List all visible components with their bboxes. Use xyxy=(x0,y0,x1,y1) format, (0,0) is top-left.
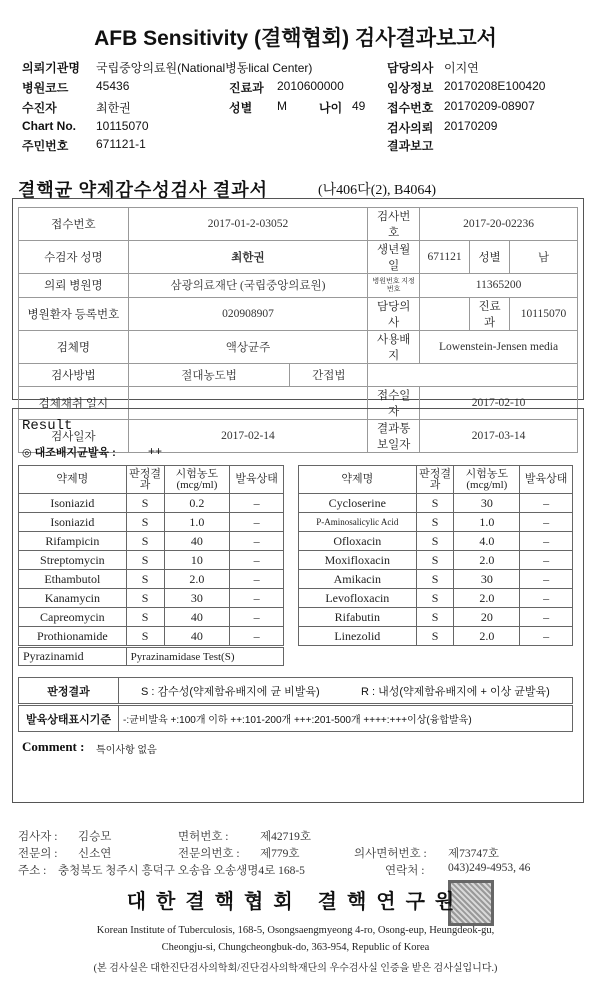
report-hospital-code-value: 11365200 xyxy=(420,274,578,298)
address-value: 충청북도 청주시 흥덕구 오송읍 오송생명4로 168-5 xyxy=(58,865,305,877)
patient-label: 수진자 xyxy=(22,101,57,115)
drug-conc: 4.0 xyxy=(454,532,520,551)
drug-conc: 2.0 xyxy=(454,551,520,570)
notify-date-value: 2017-03-14 xyxy=(420,420,578,453)
drug-row xyxy=(299,627,573,646)
age-value: 49 xyxy=(352,99,366,113)
judge-legend-label: 판정결과 xyxy=(19,678,119,703)
judge-legend-r: R : 내성(약제함유배지에 + 이상 균발육) xyxy=(361,685,550,698)
clinical-info-value: 20170208E100420 xyxy=(444,79,546,93)
reg-no-value: 020908907 xyxy=(128,297,367,330)
receipt-label: 접수번호 xyxy=(387,101,434,115)
drug-row xyxy=(19,551,284,570)
drug-growth: – xyxy=(520,570,573,589)
judge-legend xyxy=(18,677,573,704)
document-title: AFB Sensitivity (결핵협회) 검사결과보고서 xyxy=(94,27,497,50)
clinical-info-label: 임상정보 xyxy=(387,81,434,95)
drug-growth: – xyxy=(520,551,573,570)
report-title: 결핵균 약제감수성검사 결과서 xyxy=(18,180,269,200)
drug-judge: S xyxy=(416,494,454,513)
drug-judge: S xyxy=(416,570,454,589)
method-value-absolute: 절대농도법 xyxy=(128,363,290,387)
drug-row xyxy=(19,513,284,532)
address-label: 주소 : xyxy=(18,865,47,877)
drug-judge: S xyxy=(126,513,164,532)
specialist-no-value: 제779호 xyxy=(260,848,300,860)
patient-value: 최한권 xyxy=(96,101,131,115)
license-label: 면허번호 : xyxy=(178,831,229,843)
english-address-line-1: Korean Institute of Tuberculosis, 168-5, Osongsaengmyeong 4-ro, Osong-eup, Heungdeok-gu, xyxy=(96,925,495,936)
drug-drug: Amikacin xyxy=(299,570,417,589)
col-conc: 시험농도 (mcg/ml) xyxy=(164,466,230,494)
drug-row xyxy=(19,532,284,551)
drug-judge: S xyxy=(416,589,454,608)
drug-row xyxy=(299,513,573,532)
result-report-label: 결과보고 xyxy=(387,139,434,153)
drug-judge: S xyxy=(126,627,164,646)
pyrazinamid-drug: Pyrazinamid xyxy=(19,648,127,666)
drug-growth: – xyxy=(520,608,573,627)
drug-growth: – xyxy=(230,532,284,551)
drug-row xyxy=(19,570,284,589)
drug-judge: S xyxy=(416,513,454,532)
report-dept-value: 10115070 xyxy=(510,297,578,330)
drug-growth: – xyxy=(520,513,573,532)
dept-label: 진료과 xyxy=(229,81,264,95)
test-request-label: 검사의뢰 xyxy=(387,121,434,135)
reg-no-label: 병원환자 등록번호 xyxy=(19,297,129,330)
drug-growth: – xyxy=(520,627,573,646)
drug-judge: S xyxy=(416,627,454,646)
medium-label: 사용배지 xyxy=(368,330,420,363)
col-judge: 판정결과 xyxy=(416,466,454,494)
test-date-value: 2017-02-14 xyxy=(128,420,367,453)
drug-conc: 30 xyxy=(164,589,230,608)
drug-judge: S xyxy=(416,532,454,551)
medium-value: Lowenstein-Jensen media xyxy=(420,330,578,363)
drug-drug: Moxifloxacin xyxy=(299,551,417,570)
contact-value: 043)249-4953, 46 xyxy=(448,862,531,874)
birth-label: 생년월일 xyxy=(368,241,420,274)
drug-conc: 10 xyxy=(164,551,230,570)
drug-drug: Linezolid xyxy=(299,627,417,646)
hospital-value: 삼광의료재단 (국립중앙의료원) xyxy=(128,274,367,298)
doctor-value: 이지연 xyxy=(444,61,479,75)
doctor-license-label: 의사면허번호 : xyxy=(354,848,427,860)
specimen-label: 검체명 xyxy=(19,330,129,363)
growth-legend-value: -:균비발육 +:100개 이하 ++:101-200개 +++:201-500개 ++++:+++이상(융합발육) xyxy=(123,715,472,726)
drug-row xyxy=(19,627,284,646)
license-value: 제42719호 xyxy=(260,831,311,843)
specialist-label: 전문의 : xyxy=(18,848,58,860)
english-address-line-2: Cheongju-si, Chungcheongbuk-do, 363-954, Republic of Korea xyxy=(161,942,430,953)
test-request-value: 20170209 xyxy=(444,119,498,133)
drug-growth: – xyxy=(230,627,284,646)
col-drug: 약제명 xyxy=(19,466,127,494)
drug-row xyxy=(19,589,284,608)
dept-value: 2010600000 xyxy=(277,79,344,93)
contact-label: 연락처 : xyxy=(385,865,425,877)
control-growth-label: ◎ 대조배지균발육 : xyxy=(22,447,116,459)
method-empty xyxy=(368,363,578,387)
drug-conc: 40 xyxy=(164,608,230,627)
age-label: 나이 xyxy=(319,101,343,115)
drug-judge: S xyxy=(416,551,454,570)
collect-date-label: 검체채취 일시 xyxy=(19,387,129,420)
drug-conc: 2.0 xyxy=(164,570,230,589)
drug-drug: Prothionamide xyxy=(19,627,127,646)
patient-name-label: 수검자 성명 xyxy=(19,241,129,274)
hospital-code-label: 병원코드 xyxy=(22,81,69,95)
drug-conc: 30 xyxy=(454,570,520,589)
receipt-no-label: 접수번호 xyxy=(19,208,129,241)
comment-label: Comment : xyxy=(22,739,85,754)
drug-judge: S xyxy=(126,589,164,608)
drug-drug: Rifampicin xyxy=(19,532,127,551)
receipt-date-value: 2017-02-10 xyxy=(420,387,578,420)
pyrazinamid-result: Pyrazinamidase Test(S) xyxy=(126,648,283,666)
col-growth: 발육상태 xyxy=(520,466,573,494)
drug-table-left xyxy=(18,465,284,646)
judge-legend-s: S : 감수성(약제함유배지에 균 비발육) xyxy=(141,685,320,698)
receipt-no-value: 2017-01-2-03052 xyxy=(128,208,367,241)
drug-judge: S xyxy=(416,608,454,627)
drug-row xyxy=(299,551,573,570)
institute-name: 대한결핵협회 결핵연구원 xyxy=(126,891,465,913)
growth-legend-label: 발육상태표시기준 xyxy=(19,706,119,731)
col-growth: 발육상태 xyxy=(230,466,284,494)
request-org-value: 국립중앙의료원(National병동lical Center) xyxy=(96,61,313,75)
hospital-label: 의뢰 병원명 xyxy=(19,274,129,298)
specialist-value: 신소연 xyxy=(78,848,112,860)
drug-drug: Cycloserine xyxy=(299,494,417,513)
result-title: Result xyxy=(22,418,73,434)
doctor-license-value: 제73747호 xyxy=(448,848,499,860)
report-dept-label: 진료과 xyxy=(470,297,510,330)
method-value-indirect: 간접법 xyxy=(290,363,368,387)
report-sex-value: 남 xyxy=(510,241,578,274)
drug-row xyxy=(299,608,573,627)
specialist-no-label: 전문의번호 : xyxy=(178,848,240,860)
chart-value: 10115070 xyxy=(96,119,149,133)
request-org-label: 의뢰기관명 xyxy=(22,61,80,75)
method-label: 검사방법 xyxy=(19,363,129,387)
control-growth-value: ++ xyxy=(148,444,163,458)
drug-growth: – xyxy=(230,551,284,570)
drug-table-right xyxy=(298,465,573,646)
doctor-label: 담당의사 xyxy=(387,61,434,75)
drug-judge: S xyxy=(126,532,164,551)
drug-conc: 30 xyxy=(454,494,520,513)
drug-growth: – xyxy=(520,532,573,551)
birth-value: 671121 xyxy=(420,241,470,274)
report-doctor-label: 담당의사 xyxy=(368,297,420,330)
drug-drug: Rifabutin xyxy=(299,608,417,627)
receipt-date-label: 접수일자 xyxy=(368,387,420,420)
drug-growth: – xyxy=(230,608,284,627)
chart-label: Chart No. xyxy=(22,119,76,133)
growth-legend xyxy=(18,705,573,732)
drug-conc: 40 xyxy=(164,532,230,551)
col-judge: 판정결과 xyxy=(126,466,164,494)
test-no-value: 2017-20-02236 xyxy=(420,208,578,241)
tester-value: 김승모 xyxy=(78,831,112,843)
drug-conc: 1.0 xyxy=(454,513,520,532)
drug-drug: Ethambutol xyxy=(19,570,127,589)
report-doctor-value xyxy=(420,297,470,330)
drug-judge: S xyxy=(126,494,164,513)
test-no-label: 검사번호 xyxy=(368,208,420,241)
pyrazinamid-row xyxy=(18,647,284,666)
drug-growth: – xyxy=(230,513,284,532)
drug-judge: S xyxy=(126,570,164,589)
drug-growth: – xyxy=(230,494,284,513)
drug-conc: 40 xyxy=(164,627,230,646)
drug-growth: – xyxy=(230,589,284,608)
drug-conc: 20 xyxy=(454,608,520,627)
drug-drug: Isoniazid xyxy=(19,513,127,532)
drug-drug: Levofloxacin xyxy=(299,589,417,608)
drug-row xyxy=(19,494,284,513)
patient-name-value: 최한권 xyxy=(128,241,367,274)
certification-note: (본 검사실은 대한진단검사의학회/진단검사의학재단의 우수검사실 인증을 받은 검사실입니다.) xyxy=(93,963,498,974)
drug-row xyxy=(19,608,284,627)
tester-label: 검사자 : xyxy=(18,831,58,843)
drug-row xyxy=(299,589,573,608)
test-date-label: 검사일자 xyxy=(19,420,129,453)
drug-row xyxy=(299,494,573,513)
drug-row xyxy=(299,570,573,589)
report-sex-label: 성별 xyxy=(470,241,510,274)
notify-date-label: 결과통보일자 xyxy=(368,420,420,453)
drug-conc: 1.0 xyxy=(164,513,230,532)
drug-judge: S xyxy=(126,551,164,570)
resident-label: 주민번호 xyxy=(22,139,69,153)
drug-growth: – xyxy=(520,589,573,608)
drug-drug: Isoniazid xyxy=(19,494,127,513)
drug-judge: S xyxy=(126,608,164,627)
hospital-code-value: 45436 xyxy=(96,79,130,93)
comment-value: 특이사항 없음 xyxy=(96,745,157,756)
resident-value: 671121-1 xyxy=(96,137,146,151)
drug-conc: 0.2 xyxy=(164,494,230,513)
drug-conc: 2.0 xyxy=(454,627,520,646)
sex-value: M xyxy=(277,99,287,113)
report-title-code: (나406다(2), B4064) xyxy=(318,183,437,198)
sex-label: 성별 xyxy=(229,101,253,115)
specimen-value: 액상균주 xyxy=(128,330,367,363)
drug-drug: Streptomycin xyxy=(19,551,127,570)
receipt-value: 20170209-08907 xyxy=(444,99,535,113)
drug-drug: Capreomycin xyxy=(19,608,127,627)
report-hospital-code-label: 병원번호 지정번호 xyxy=(368,274,420,298)
drug-drug: Ofloxacin xyxy=(299,532,417,551)
col-drug: 약제명 xyxy=(299,466,417,494)
col-conc: 시험농도 (mcg/ml) xyxy=(454,466,520,494)
drug-growth: – xyxy=(520,494,573,513)
drug-drug: Kanamycin xyxy=(19,589,127,608)
drug-drug: P-Aminosalicylic Acid xyxy=(299,513,417,532)
drug-row xyxy=(299,532,573,551)
drug-conc: 2.0 xyxy=(454,589,520,608)
drug-growth: – xyxy=(230,570,284,589)
